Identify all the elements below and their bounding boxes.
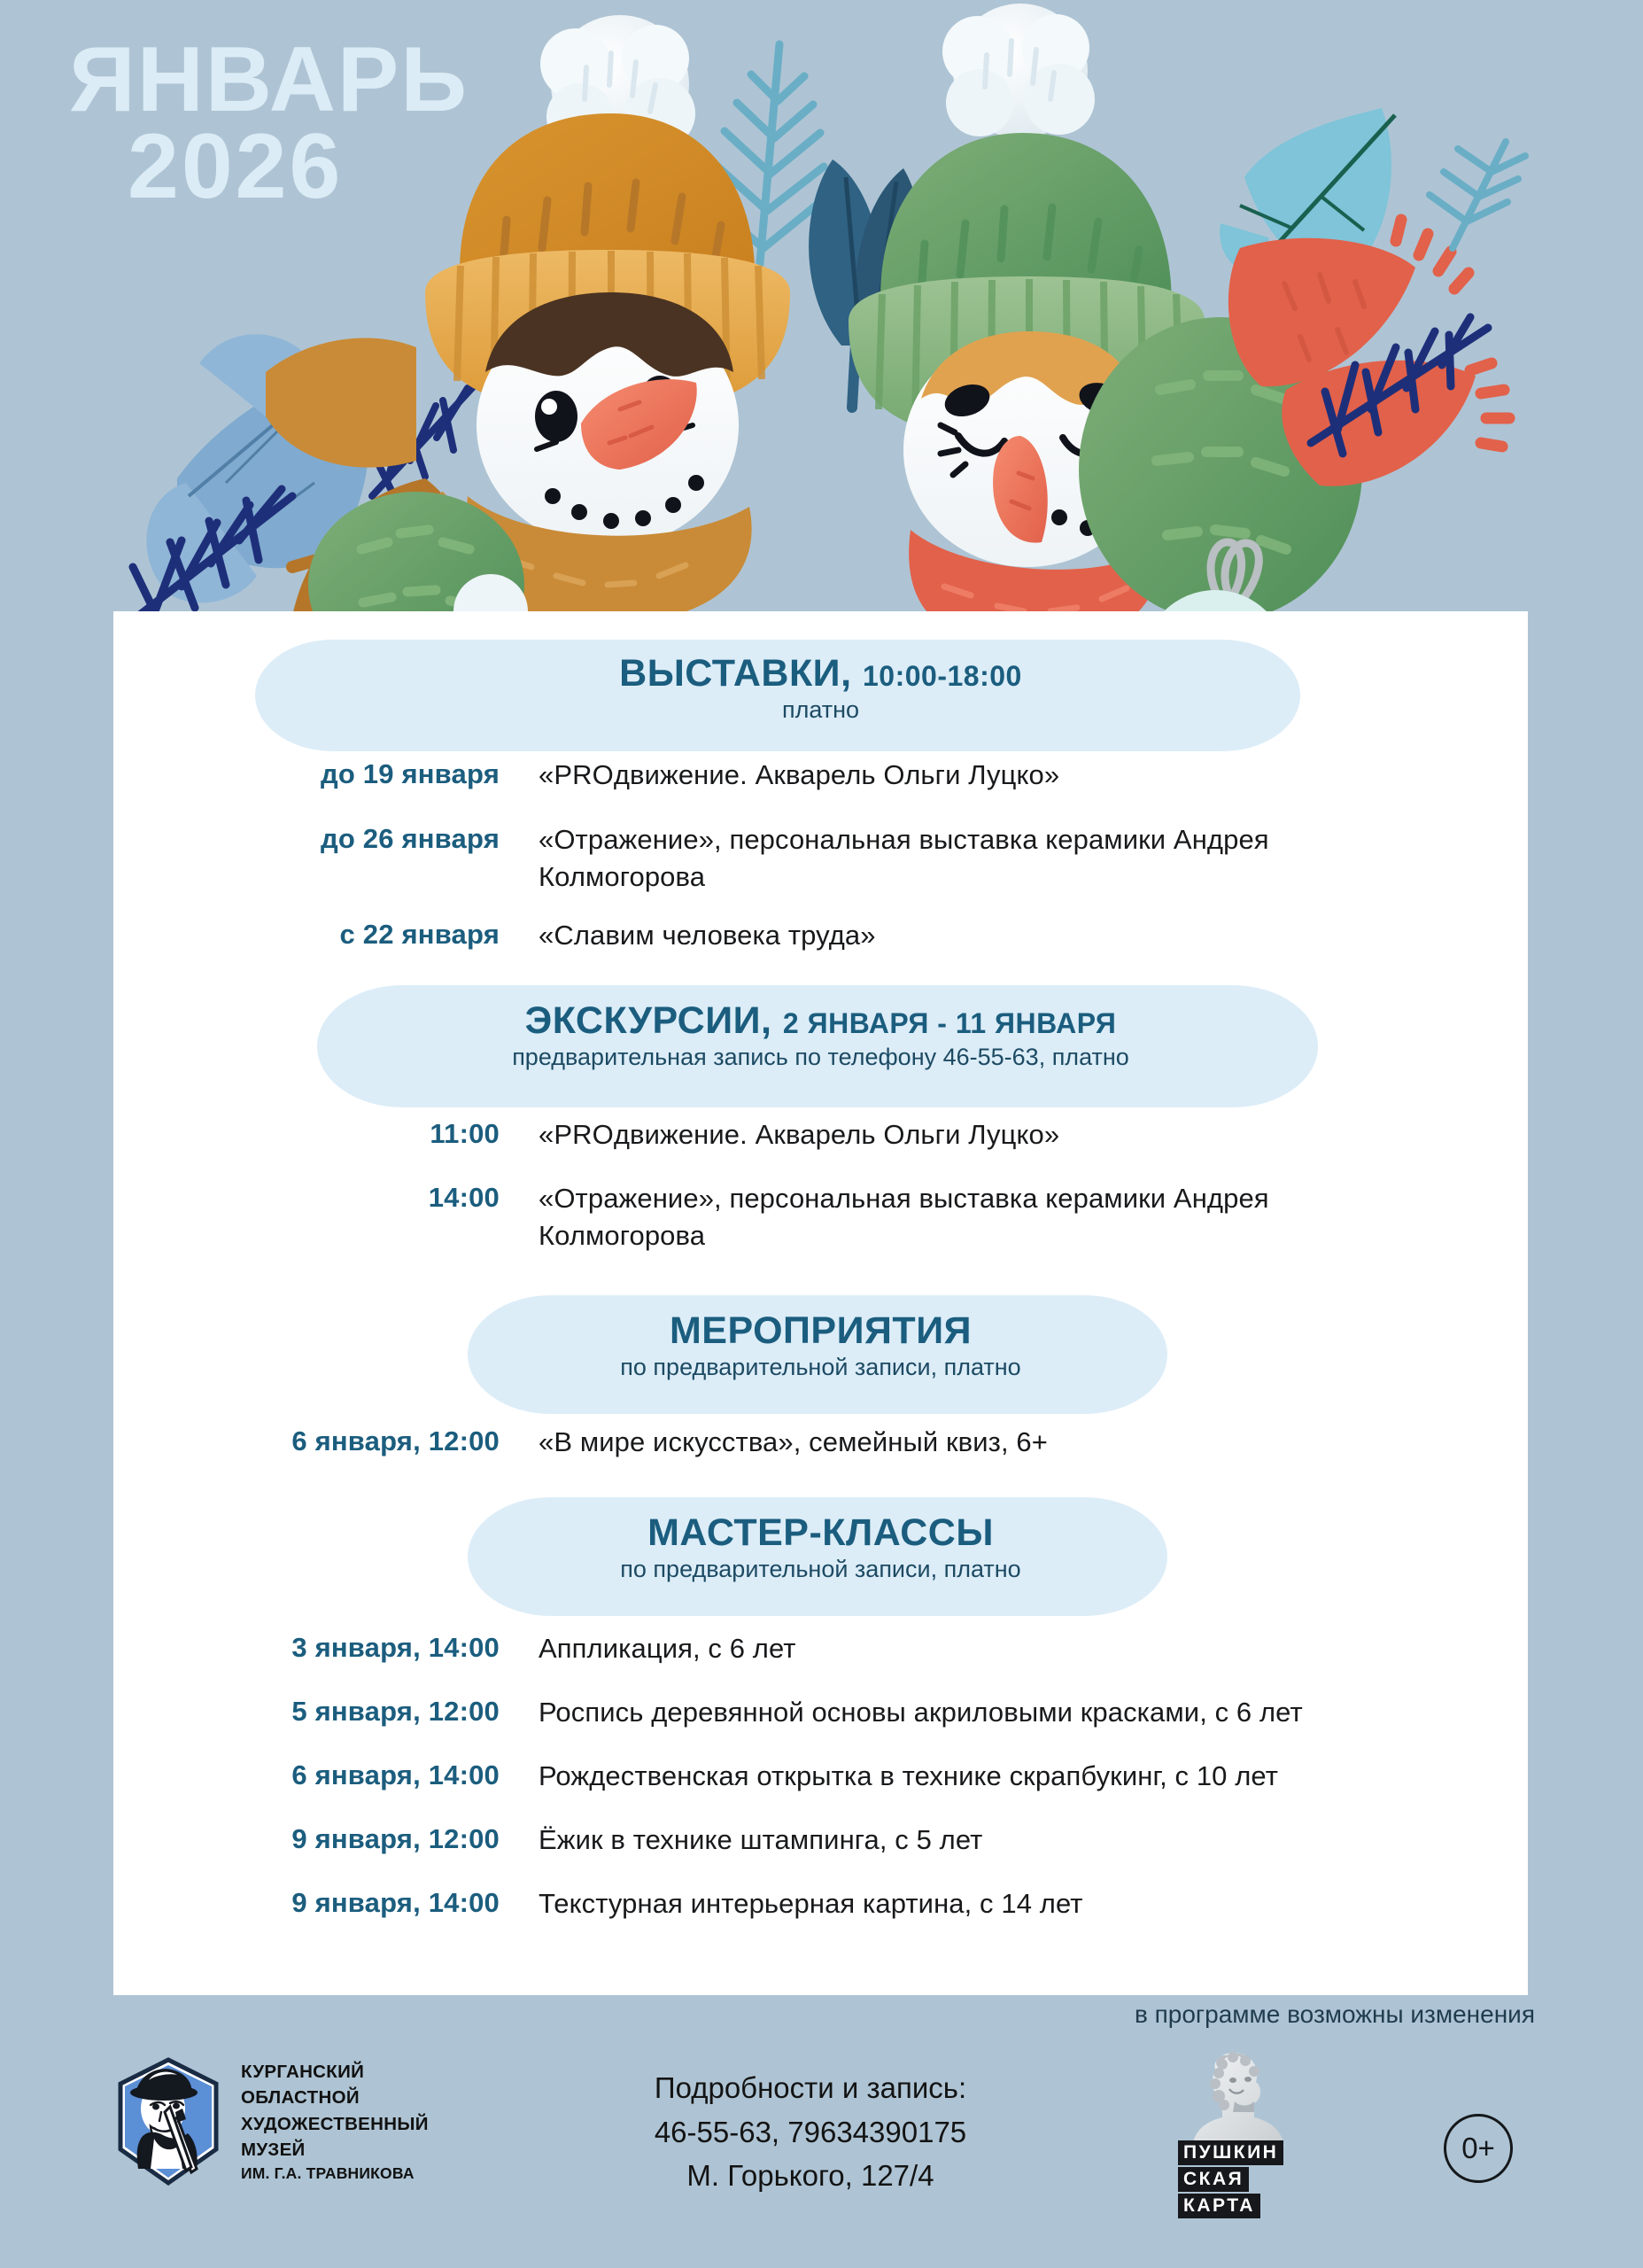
masterclass-row <box>138 1630 796 1667</box>
title-month: ЯНВАРЬ <box>69 28 469 131</box>
pompom-right <box>942 4 1095 138</box>
excursions-header <box>113 1001 1528 1071</box>
masterclasses-header <box>113 1513 1528 1583</box>
masterclass-title: Текстурная интерьерная картина, с 14 лет <box>539 1888 1083 1919</box>
title-year: 2026 <box>128 114 344 218</box>
masterclass-datetime: 6 января, 14:00 <box>291 1759 500 1790</box>
excursion-row <box>138 1116 1059 1153</box>
event-datetime: 6 января, 12:00 <box>291 1425 500 1456</box>
exhibition-date: с 22 января <box>339 919 500 950</box>
exhibitions-title: ВЫСТАВКИ, <box>619 652 852 695</box>
contact-heading: Подробности и запись: <box>654 2071 967 2104</box>
masterclasses-note: по предварительной записи, платно <box>620 1556 1021 1583</box>
museum-name-line2: ОБЛАСТНОЙ <box>241 2087 360 2109</box>
footer <box>0 2038 1643 2268</box>
age-rating-badge <box>1444 2114 1513 2183</box>
pushkin-line1: ПУШКИН <box>1178 2140 1283 2165</box>
masterclass-datetime: 3 января, 14:00 <box>291 1632 500 1663</box>
masterclass-row <box>138 1758 1278 1795</box>
age-rating-text: 0+ <box>1461 2132 1495 2164</box>
exhibition-date: до 19 января <box>320 758 500 789</box>
masterclass-title: Рождественская открытка в технике скрапбукинг, с 10 лет <box>539 1760 1279 1791</box>
museum-logo-icon <box>115 2057 221 2186</box>
masterclass-title: Роспись деревянной основы акриловыми красками, с 6 лет <box>539 1697 1303 1728</box>
exhibitions-note: платно <box>781 696 860 724</box>
excursion-title: «Отражение», персональная выставка керамики Андрея Колмогорова <box>539 1183 1269 1251</box>
museum-name <box>241 2059 429 2184</box>
events-note: по предварительной записи, платно <box>620 1354 1021 1381</box>
masterclass-row <box>138 1821 982 1859</box>
masterclass-datetime: 5 января, 12:00 <box>291 1696 500 1727</box>
program-changes-note: в программе возможны изменения <box>1134 2000 1535 2028</box>
museum-branding <box>115 2057 429 2186</box>
museum-name-line4: МУЗЕЙ <box>241 2139 306 2160</box>
excursion-time: 14:00 <box>428 1182 500 1213</box>
excursions-note: предварительная запись по телефону 46-55-63, платно <box>512 1044 1129 1071</box>
masterclass-datetime: 9 января, 14:00 <box>291 1887 500 1918</box>
excursion-row <box>138 1180 1396 1254</box>
museum-name-line5: ИМ. Г.А. ТРАВНИКОВА <box>241 2163 415 2182</box>
masterclass-row <box>138 1694 1303 1731</box>
event-row <box>138 1424 1048 1461</box>
pushkin-line3: КАРТА <box>1178 2194 1260 2218</box>
events-title: МЕРОПРИЯТИЯ <box>669 1309 973 1352</box>
events-header <box>113 1311 1528 1381</box>
masterclass-title: Ёжик в технике штампинга, с 5 лет <box>539 1824 983 1855</box>
museum-name-line3: ХУДОЖЕСТВЕННЫЙ <box>241 2113 429 2134</box>
program-card <box>113 611 1528 1995</box>
museum-name-line1: КУРГАНСКИЙ <box>241 2062 365 2083</box>
masterclasses-title: МАСТЕР-КЛАССЫ <box>647 1511 994 1554</box>
exhibitions-header <box>113 654 1528 724</box>
contact-phones: 46-55-63, 79634390175 <box>654 2115 967 2148</box>
pushkin-card-logo <box>1178 2050 1346 2220</box>
excursion-title: «PROдвижение. Акварель Ольги Луцко» <box>539 1119 1060 1150</box>
exhibitions-hours: 10:00-18:00 <box>863 660 1022 692</box>
exhibition-title: «Славим человека труда» <box>539 920 876 951</box>
exhibition-title: «Отражение», персональная выставка керамики Андрея Колмогорова <box>539 824 1269 892</box>
event-title: «В мире искусства», семейный квиз, 6+ <box>539 1426 1048 1457</box>
exhibition-row <box>138 821 1396 895</box>
excursions-dates: 2 ЯНВАРЯ - 11 ЯНВАРЯ <box>782 1007 1117 1039</box>
masterclass-title: Аппликация, с 6 лет <box>539 1633 796 1664</box>
page-title <box>69 28 469 218</box>
exhibition-row <box>138 757 1059 794</box>
masterclass-row <box>138 1885 1083 1922</box>
contact-info <box>602 2066 1019 2198</box>
exhibition-title: «PROдвижение. Акварель Ольги Луцко» <box>539 759 1060 790</box>
contact-address: М. Горького, 127/4 <box>686 2159 934 2192</box>
exhibition-date: до 26 января <box>320 823 500 854</box>
excursion-time: 11:00 <box>430 1118 500 1149</box>
pushkin-line2: СКАЯ <box>1178 2167 1249 2192</box>
excursions-title: ЭКСКУРСИИ, <box>524 999 772 1042</box>
masterclass-datetime: 9 января, 12:00 <box>291 1823 500 1854</box>
exhibition-row <box>138 917 876 954</box>
pushkin-bust-icon <box>1183 2050 1290 2146</box>
